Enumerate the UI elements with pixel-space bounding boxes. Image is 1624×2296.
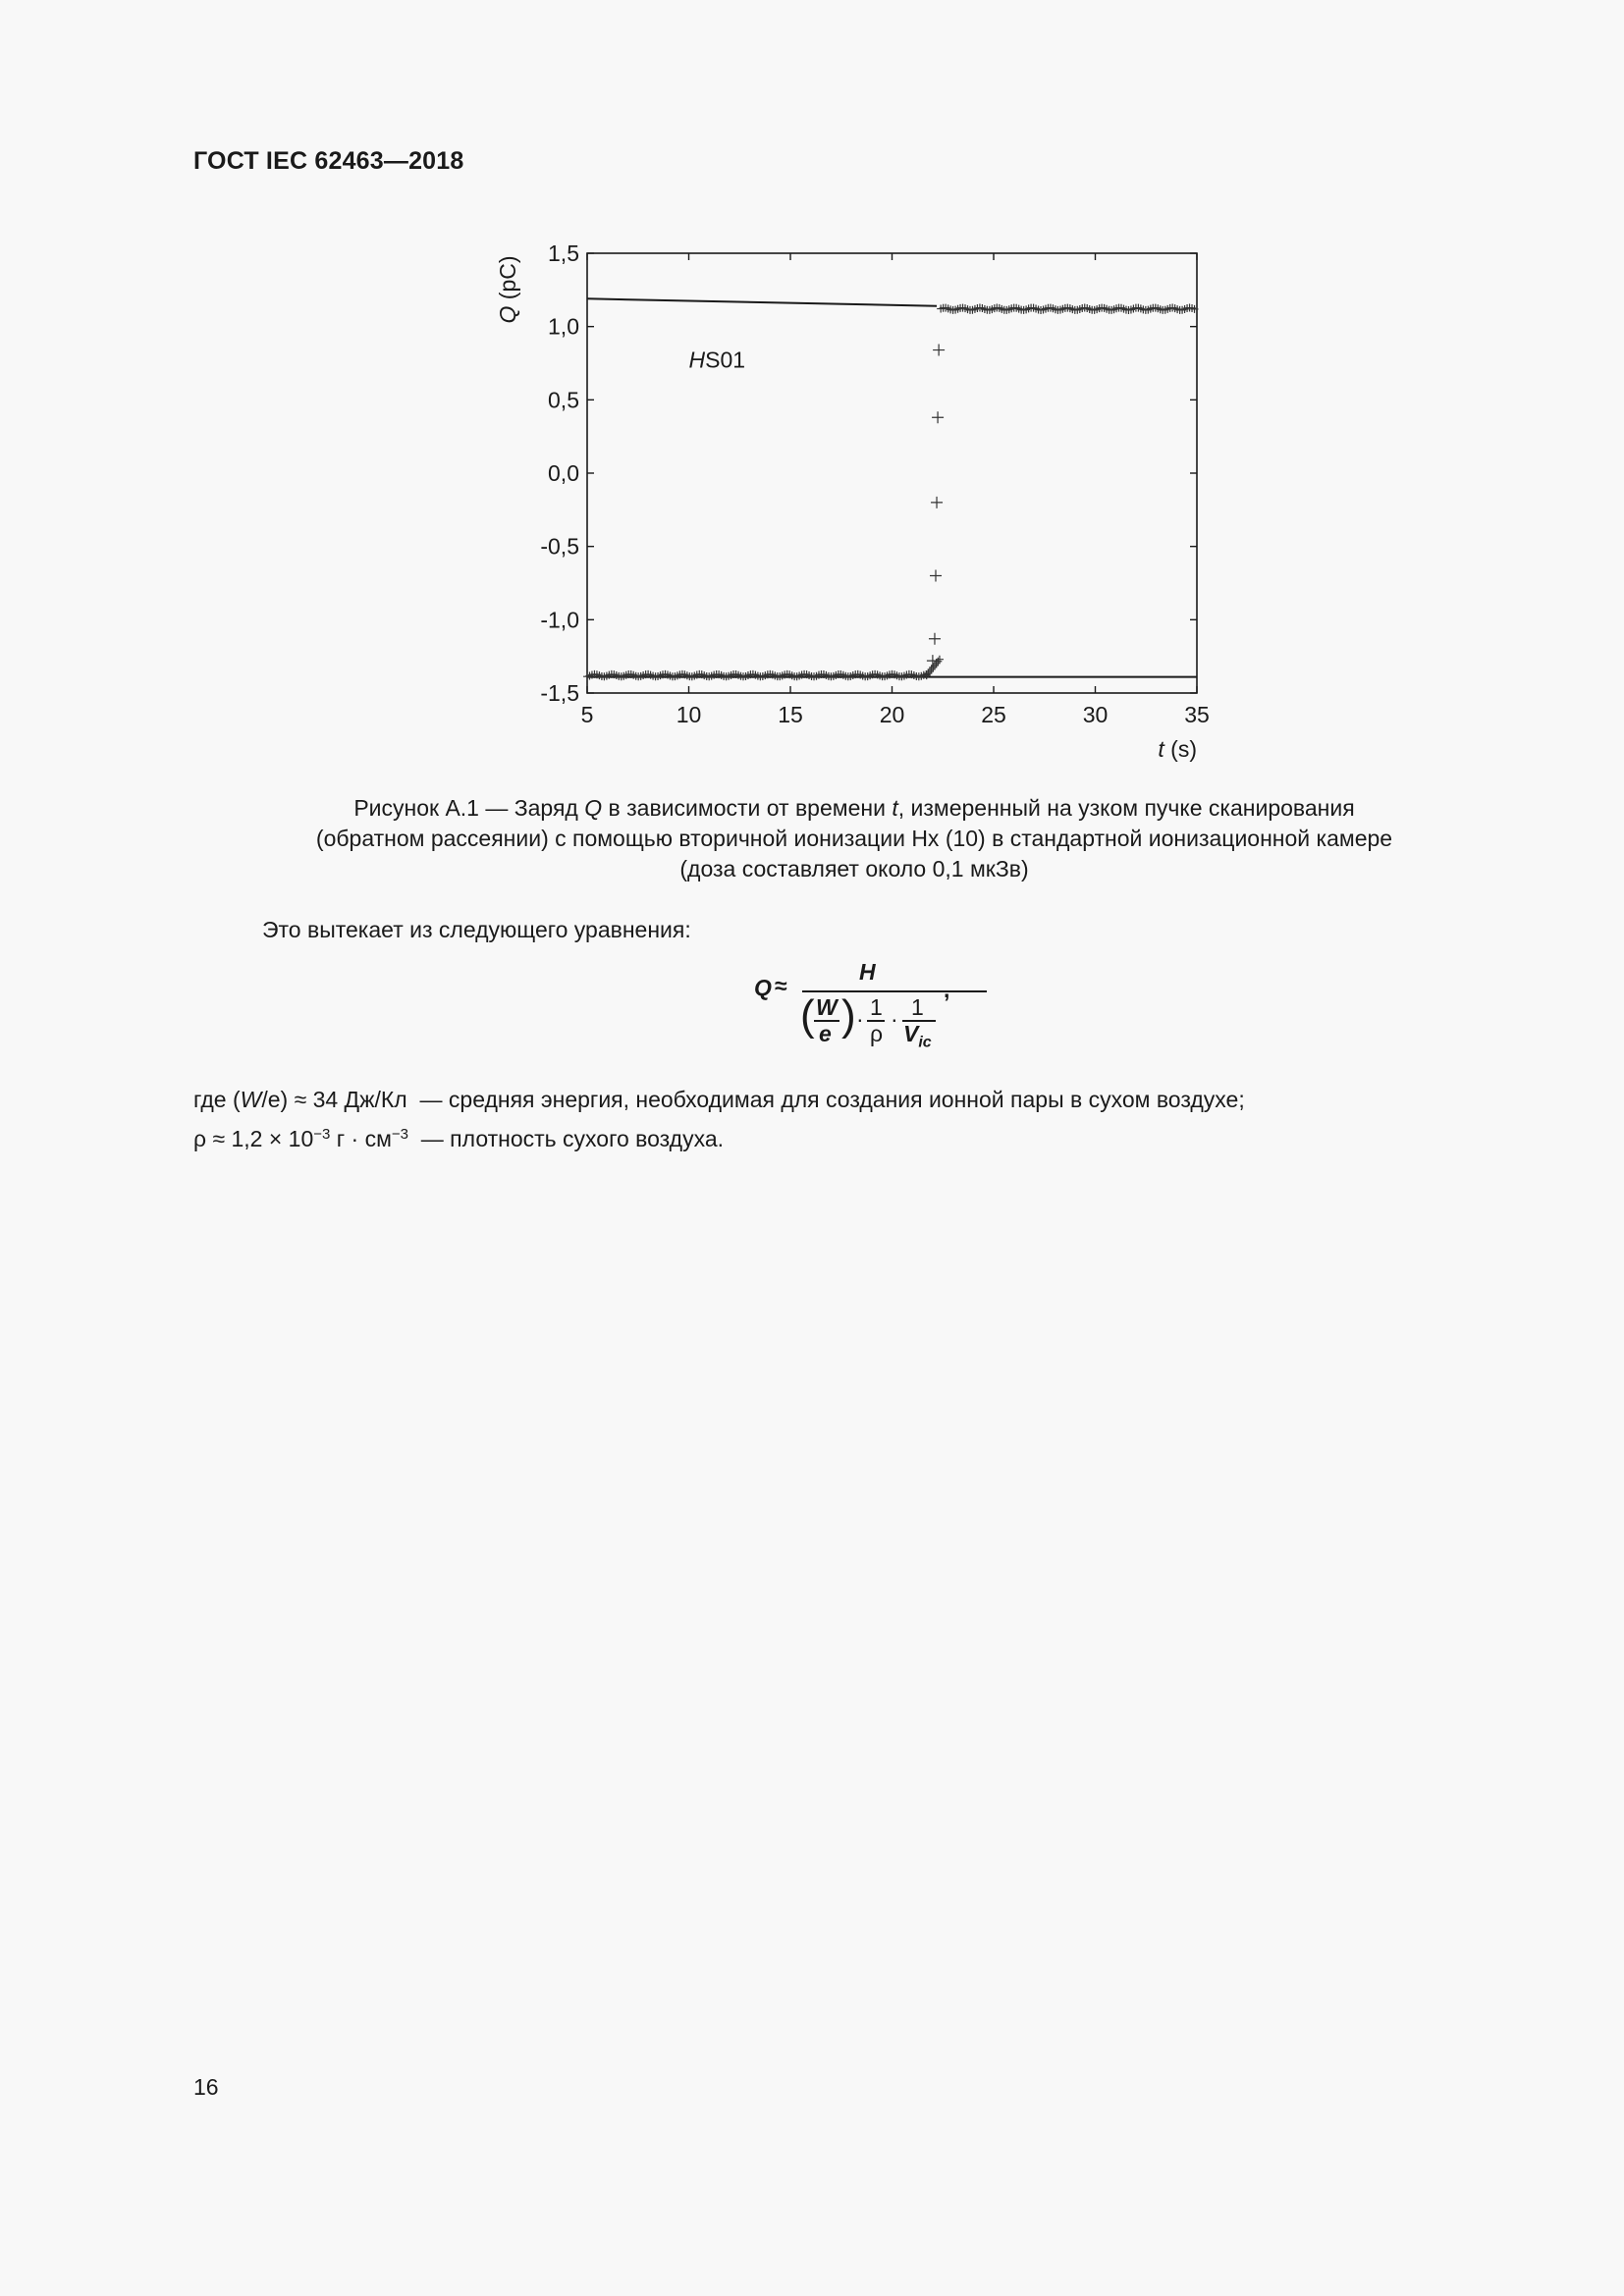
definition-desc: — плотность сухого воздуха. (420, 1126, 725, 1151)
charge-vs-time-chart (471, 221, 1237, 780)
definition-row: где (W/e) ≈ 34 Дж/Кл — средняя энергия, необходимая для создания ионной пары в сухом воздухе; (193, 1087, 1245, 1112)
formula-one: 1 (870, 994, 883, 1020)
data-point (932, 411, 944, 423)
definition-row: $\rho \approx 1,2 \times 10^{-3}$ $г \cdot см^{-3}$ — плотность сухого воздуха. (193, 1126, 725, 1151)
dot-operator: · (856, 1006, 864, 1032)
data-point (931, 497, 943, 508)
series-annotation: HS01 (688, 347, 746, 373)
x-tick-label: 30 (1082, 702, 1109, 727)
formula-e: e (819, 1021, 832, 1046)
right-paren: ) (841, 991, 856, 1040)
equation (751, 957, 987, 1055)
formula-w: W (816, 994, 838, 1020)
plot-frame (587, 253, 1197, 693)
y-tick-label: -1,0 (540, 607, 579, 633)
formula-numerator: H (859, 959, 876, 985)
figure-caption (177, 793, 1532, 884)
formula-approx: ≈ (775, 973, 787, 998)
formula-comma: , (944, 977, 950, 1002)
y-tick-label: 1,0 (548, 313, 579, 340)
y-tick-label: 0,0 (548, 460, 579, 486)
x-tick-label: 5 (580, 702, 594, 727)
formula-one: 1 (911, 994, 924, 1020)
fit-line (587, 298, 937, 305)
x-tick-label: 10 (676, 702, 702, 727)
x-axis-label: t (s) (1158, 736, 1197, 762)
caption-line-3: (доза составляет около 0,1 мкЗв) (679, 856, 1029, 881)
x-tick-label: 35 (1184, 702, 1210, 727)
y-tick-label: 1,5 (548, 240, 579, 266)
definitions-list (193, 1082, 1245, 1156)
data-point (929, 633, 941, 645)
formula-rho: ρ (870, 1021, 884, 1046)
formula-lhs: Q (754, 975, 772, 1000)
left-paren: ( (800, 991, 815, 1040)
y-axis-label: Q (pC) (495, 255, 520, 324)
caption-line-2: (обратном рассеянии) с помощью вторичной ионизации Hх (10) в стандартной ионизационной камере (315, 826, 1393, 851)
definition-desc: — средняя энергия, необходимая для создания ионной пары в сухом воздухе; (419, 1087, 1245, 1112)
x-tick-label: 20 (879, 702, 905, 727)
data-point (933, 345, 945, 356)
caption-line-1: Рисунок А.1 — Заряд Q в зависимости от времени t, измеренный на узком пучке сканирования (353, 795, 1355, 821)
formula-vic: $V_{ic}$ (903, 1021, 932, 1051)
x-tick-label: 25 (981, 702, 1006, 727)
data-point (930, 570, 942, 582)
y-tick-label: 0,5 (548, 387, 579, 413)
document-header: ГОСТ IEC 62463—2018 (193, 147, 464, 175)
x-tick-label: 15 (778, 702, 803, 727)
intro-text: Это вытекает из следующего уравнения: (262, 917, 691, 942)
page-number: 16 (193, 2074, 219, 2100)
fraction-bar (802, 990, 987, 992)
dot-operator: · (891, 1006, 898, 1032)
y-tick-label: -0,5 (540, 533, 579, 560)
y-tick-label: -1,5 (540, 680, 579, 706)
